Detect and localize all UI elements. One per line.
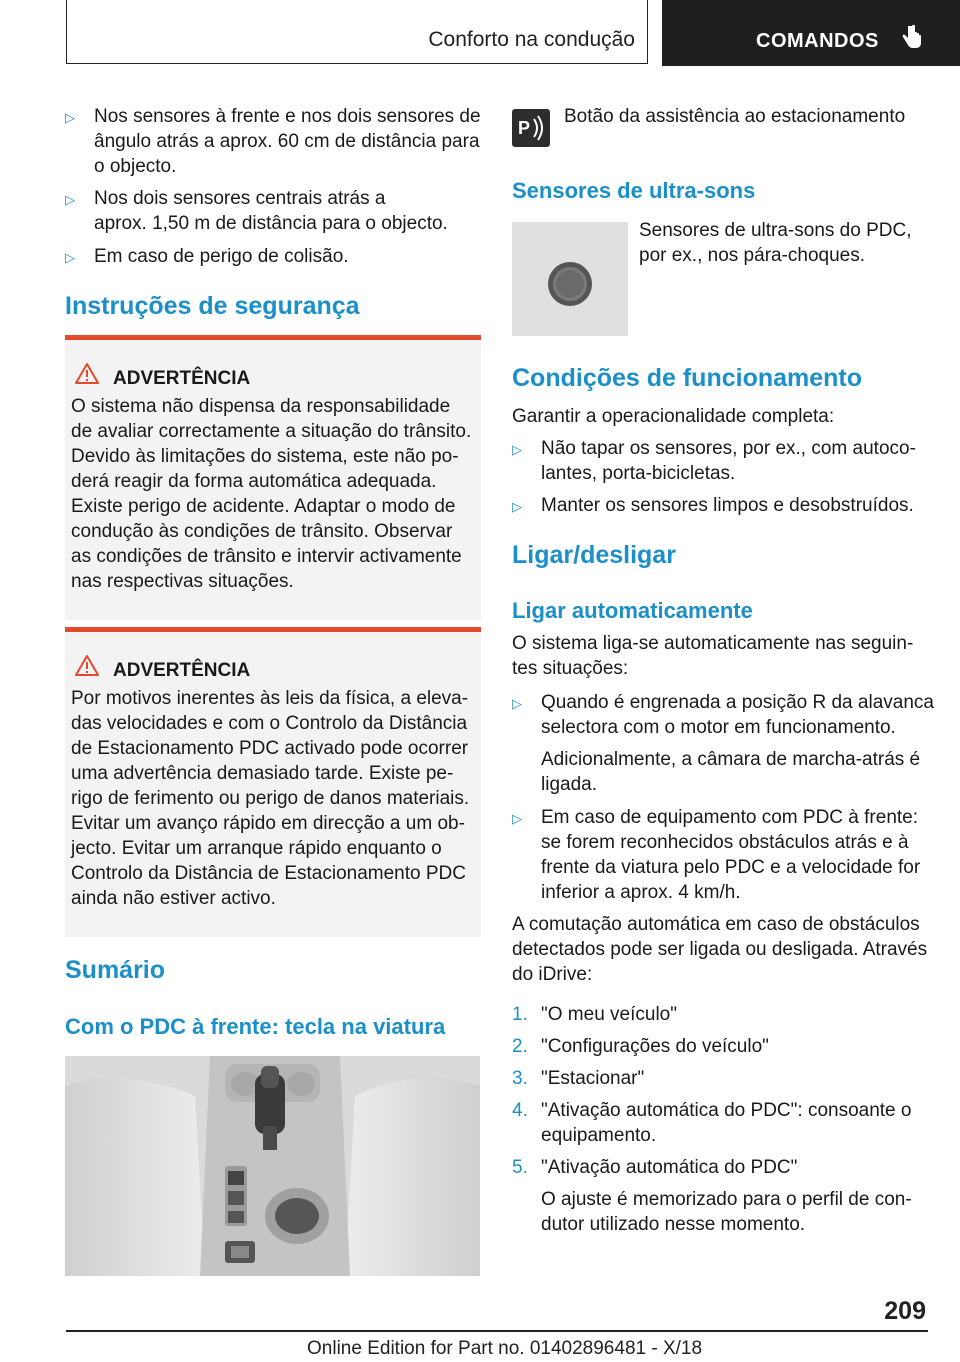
page-number: 209 xyxy=(884,1297,926,1325)
step-text: "Estacionar" xyxy=(541,1068,645,1089)
step-text: "Ativação automática do PDC" O ajuste é memorizado para o perfil de con- dutor utilizado nesse momento. xyxy=(541,1157,912,1235)
header-section-box xyxy=(66,0,648,64)
list-item-text: Não tapar os sensores, por ex., com autoco- lantes, porta-bicicletas. xyxy=(541,438,916,484)
chapter-tab[interactable] xyxy=(662,0,960,66)
step-number: 4. xyxy=(512,1100,528,1121)
edition-footer: Online Edition for Part no. 01402896481 - X/18 xyxy=(307,1338,703,1359)
list-item-text: Manter os sensores limpos e desobstruídos. xyxy=(541,495,914,516)
footer-divider xyxy=(66,1330,928,1332)
list-item-text: Em caso de equipamento com PDC à frente: se forem reconhecidos obstáculos atrás e à frente da viatura pelo PDC e a velocidade for inferior a aprox. 4 km/h. xyxy=(541,807,921,903)
bullet-triangle-icon: ▷ xyxy=(65,110,75,125)
warning-title: ADVERTÊNCIA xyxy=(113,368,251,389)
list-item-text: Quando é engrenada a posição R da alavanca selectora com o motor em funcionamento. Adicionalmente, a câmara de marcha-atrás é ligada. xyxy=(541,692,934,795)
warning-text: Por motivos inerentes às leis da física, a eleva- das velocidades e com o Controlo da Distância de Estacionamento PDC activado pode ocorrer uma advertência demasiado tarde. Existe pe- rigo de ferimento ou perigo de danos materiais. Evitar um avanço rápido em direcção a um ob- jecto. Evitar um arranque rápido enquanto o Controlo da Distância de Estacionamento PDC ainda não estiver activo. xyxy=(71,688,470,909)
button-caption: Botão da assistência ao estacionamento xyxy=(564,106,906,127)
auto-heading: Ligar automaticamente xyxy=(512,598,753,623)
warning-triangle-icon xyxy=(74,362,100,385)
step-number: 3. xyxy=(512,1068,528,1089)
sensor-photo xyxy=(512,222,628,336)
step-text: "Ativação automática do PDC": consoante o equipamento. xyxy=(541,1100,912,1146)
warning-title: ADVERTÊNCIA xyxy=(113,660,251,681)
list-item-text: Em caso de perigo de colisão. xyxy=(94,246,349,267)
safety-heading: Instruções de segurança xyxy=(65,292,360,320)
sensors-heading: Sensores de ultra-sons xyxy=(512,178,756,203)
summary-subheading: Com o PDC à frente: tecla na viatura xyxy=(65,1014,446,1039)
console-illustration xyxy=(65,1056,480,1276)
bullet-triangle-icon: ▷ xyxy=(512,442,522,457)
list-item-text: Nos sensores à frente e nos dois sensores de ângulo atrás a aprox. 60 cm de distância para o objecto. xyxy=(94,106,481,177)
bullet-triangle-icon: ▷ xyxy=(512,499,522,514)
step-number: 5. xyxy=(512,1157,528,1178)
summary-heading: Sumário xyxy=(65,956,166,984)
onoff-heading: Ligar/desligar xyxy=(512,541,676,569)
sensors-caption: Sensores de ultra-sons do PDC, por ex., nos pára-choques. xyxy=(639,220,912,266)
bullet-triangle-icon: ▷ xyxy=(65,192,75,207)
switch-text: A comutação automática em caso de obstáculos detectados pode ser ligada ou desligada. Através do iDrive: xyxy=(512,914,928,985)
console-photo xyxy=(65,1056,480,1276)
hand-pointer-icon xyxy=(899,24,923,52)
warning-box-2 xyxy=(65,627,481,937)
bullet-triangle-icon: ▷ xyxy=(512,811,522,826)
auto-intro: O sistema liga-se automaticamente nas seguin- tes situações: xyxy=(512,633,914,679)
warning-text: O sistema não dispensa da responsabilidade de avaliar correctamente a situação do trânsito. Devido às limitações do sistema, este não po- derá reagir da forma automática adequada. Existe perigo de acidente. Adaptar o modo de condução às condições de trânsito. Observar as condições de trânsito e intervir activamente nas respectivas situações. xyxy=(71,396,472,592)
bullet-triangle-icon: ▷ xyxy=(65,250,75,265)
section-title: Conforto na condução xyxy=(428,28,635,51)
chapter-tab-label: COMANDOS xyxy=(756,30,879,52)
step-text: "O meu veículo" xyxy=(541,1004,677,1025)
bullet-triangle-icon: ▷ xyxy=(512,696,522,711)
warning-box-1 xyxy=(65,335,481,620)
svg-text:P: P xyxy=(518,118,531,138)
parking-assistant-button-icon xyxy=(512,109,550,147)
warning-triangle-icon xyxy=(74,654,100,677)
list-item-text: Nos dois sensores centrais atrás a aprox. 1,50 m de distância para o objecto. xyxy=(94,188,448,234)
conditions-intro: Garantir a operacionalidade completa: xyxy=(512,406,835,427)
step-number: 1. xyxy=(512,1004,528,1025)
conditions-heading: Condições de funcionamento xyxy=(512,364,863,392)
step-number: 2. xyxy=(512,1036,528,1057)
step-text: "Configurações do veículo" xyxy=(541,1036,769,1057)
